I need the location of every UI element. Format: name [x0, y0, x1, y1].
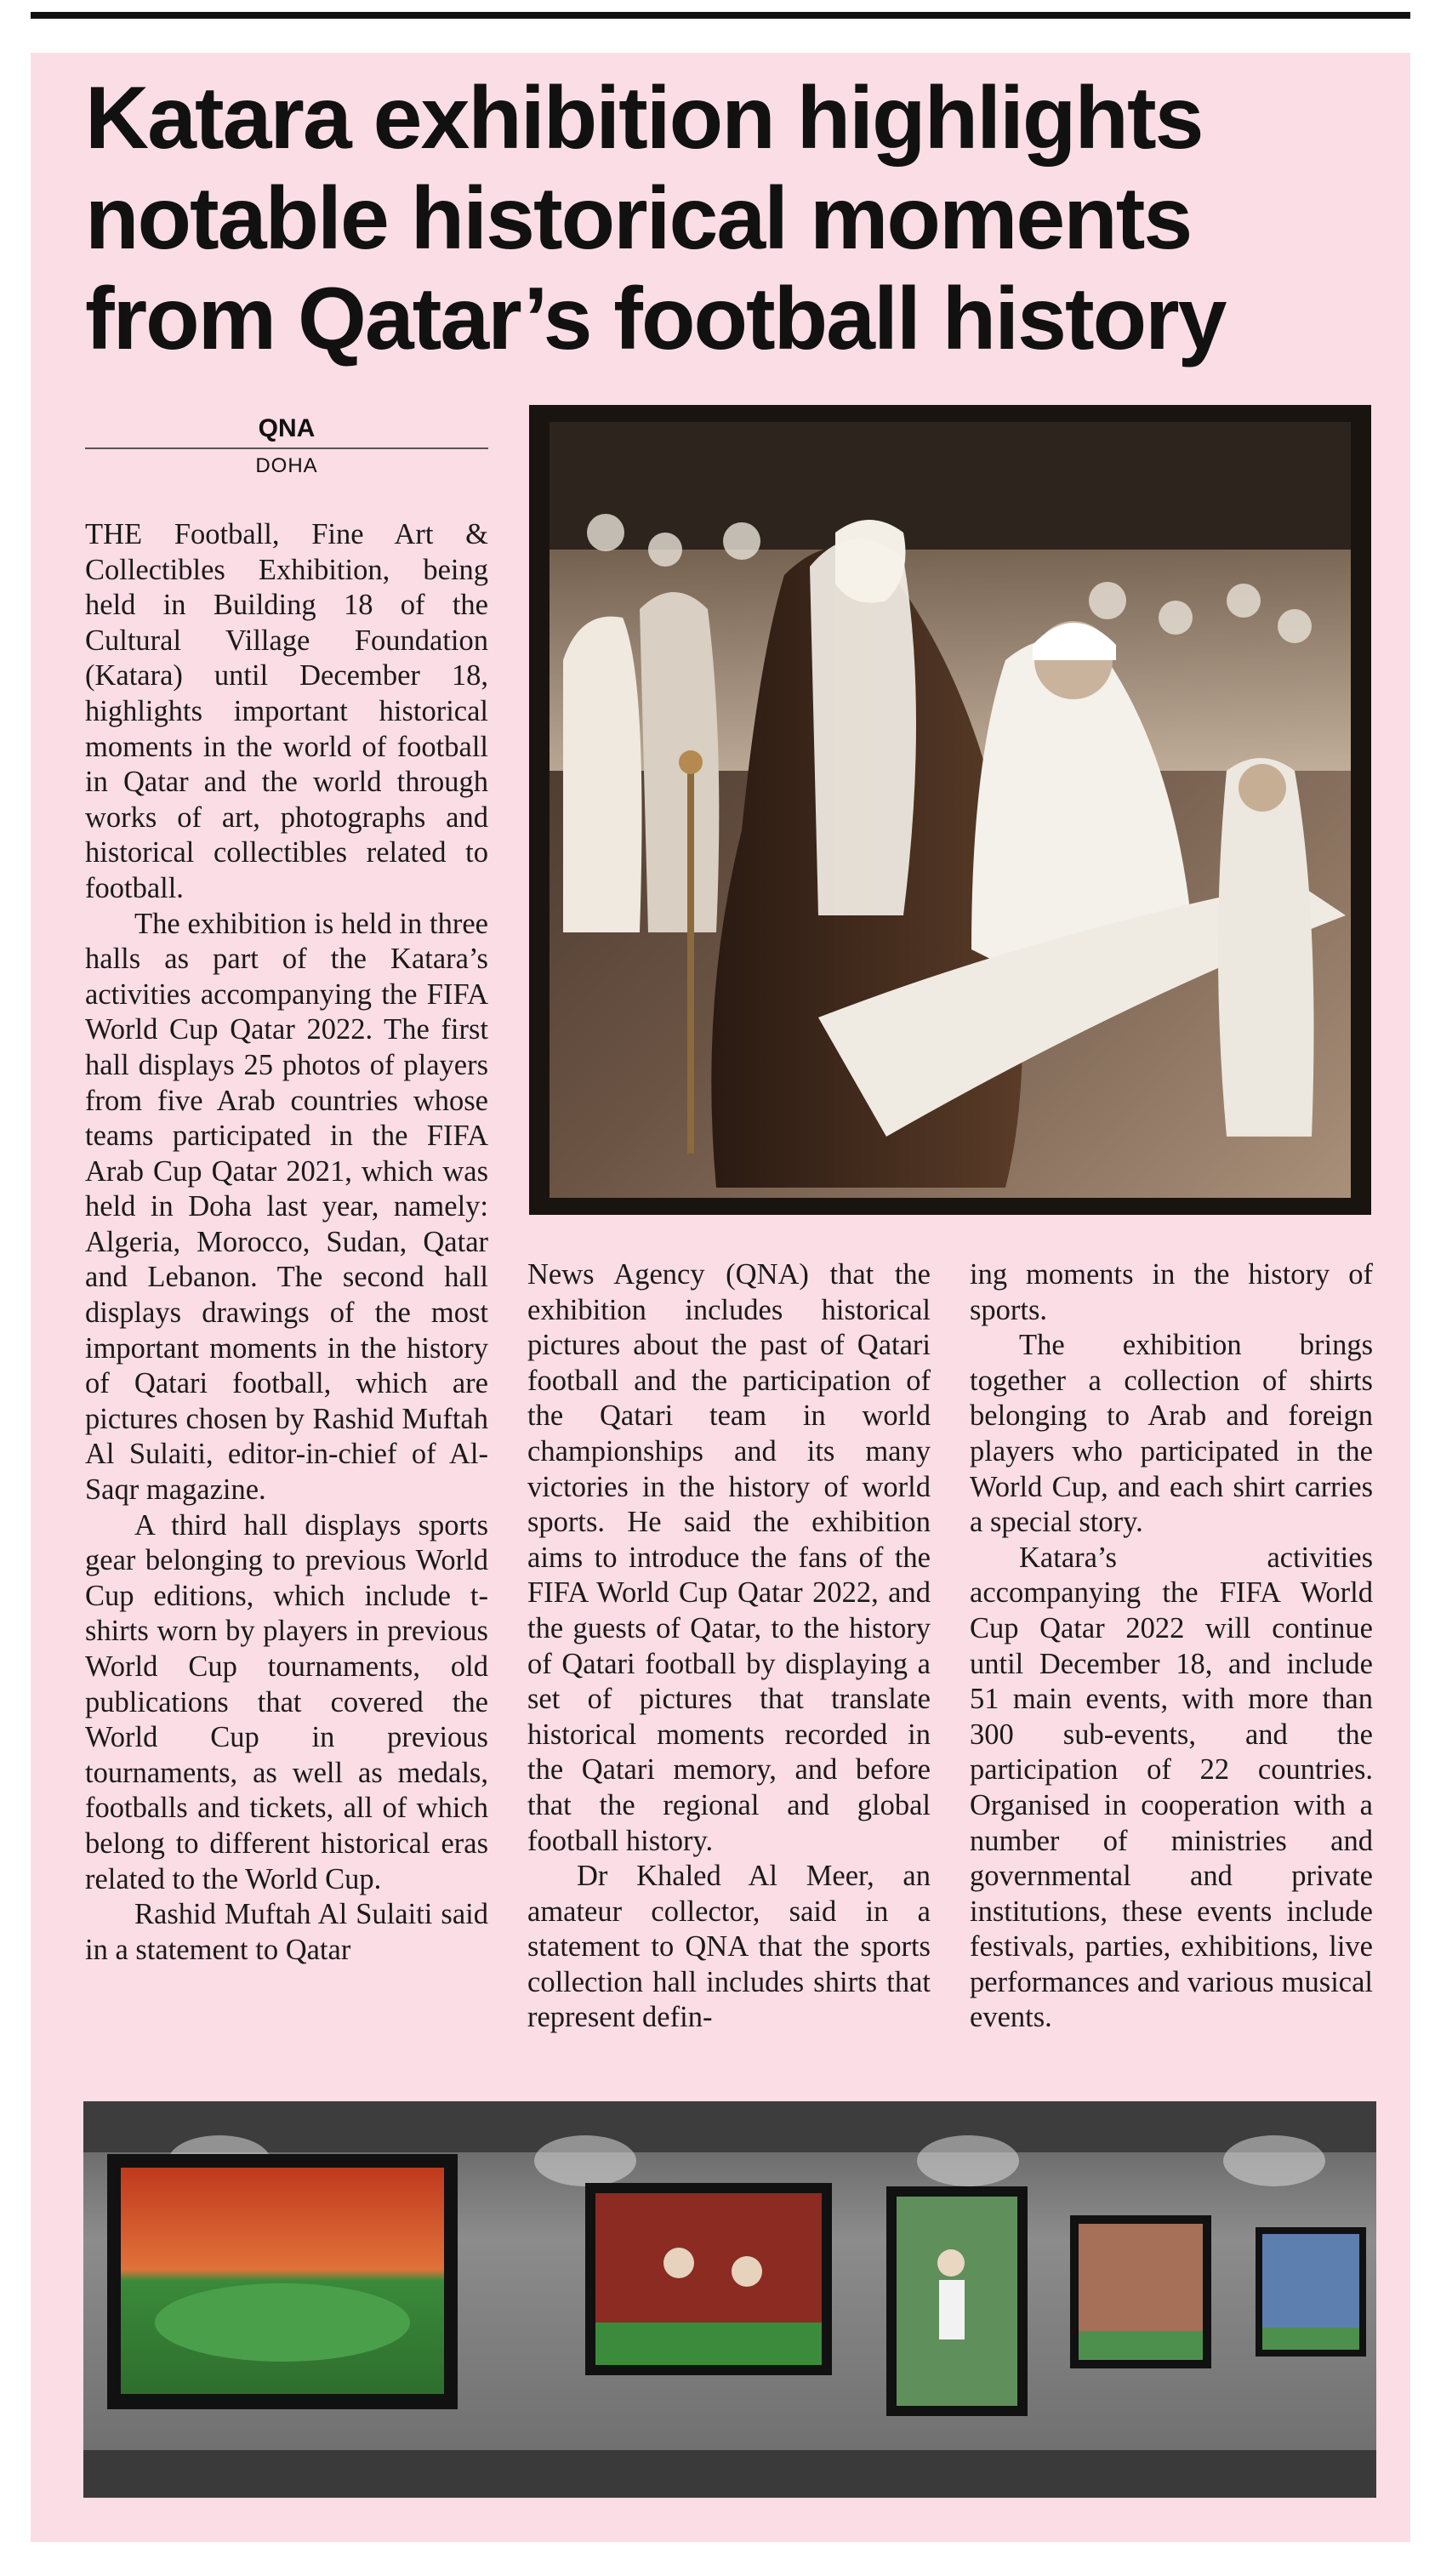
article-paragraph: The exhibition brings together a collection of shirts belonging to Arab and foreign players who participated in the World Cup, and each shirt carries a special story.: [970, 1329, 1373, 1539]
article-paragraph: Dr Khaled Al Meer, an amateur collector, said in a statement to QNA that the sports collection hall includes shirts that represent defin-: [527, 1860, 931, 2034]
top-rule: [31, 12, 1410, 19]
headline-line: Katara exhibition highlights: [85, 69, 1203, 168]
article-paragraph: A third hall displays sports gear belonging to previous World Cup editions, which include t-shirts worn by players in previous World Cup tournaments, old publications that covered the World Cup in previous tournaments, as well as medals, footballs and tickets, all of which belong to different historical eras related to the World Cup.: [85, 1508, 488, 1895]
headline-line: notable historical moments: [85, 169, 1192, 268]
byline-dateline: DOHA: [255, 454, 318, 477]
headline: [85, 68, 1395, 369]
article-column-2: [527, 1257, 931, 2036]
ceremony-photo: [529, 405, 1371, 1215]
article-paragraph: Rashid Muftah Al Sulaiti said in a statement to Qatar: [85, 1898, 488, 1966]
article-paragraph: News Agency (QNA) that the exhibition includes historical pictures about the past of Qatari football and the participation of the Qatari team in world championships and its many victories in the history of world sports. He said the exhibition aims to introduce the fans of the FIFA World Cup Qatar 2022, and the guests of Qatar, to the history of Qatari football by displaying a set of pictures that translate historical moments recorded in the Qatari memory, and before that the regional and global football history.: [527, 1258, 931, 1857]
article-column-3: [970, 1257, 1373, 2036]
article-paragraph: The exhibition is held in three halls as part of the Katara’s activities accompanying the FIFA World Cup Qatar 2022. The first hall displays 25 photos of players from five Arab countries whose teams participated in the FIFA Arab Cup Qatar 2021, which was held in Doha last year, namely: Algeria, Morocco, Sudan, Qatar and Lebanon. The second hall displays drawings of the most important moments in the history of Qatari football, which are pictures chosen by Rashid Muftah Al Sulaiti, editor-in-chief of Al-Saqr magazine.: [85, 907, 488, 1507]
byline: [85, 413, 488, 478]
article-paragraph: THE Football, Fine Art & Collectibles Exhibition, being held in Building 18 of the Cultural Village Foundation (Katara) until December 18, highlights important historical moments in the world of football in Qatar and the world through works of art, photographs and historical collectibles related to football.: [85, 518, 488, 904]
article-paragraph: Katara’s activities accompanying the FIFA World Cup Qatar 2022 will continue until December 18, and include 51 main events, with more than 300 sub-events, and the participation of 22 countries. Organised in cooperation with a number of ministries and governmental and private institutions, these events include festivals, parties, exhibitions, live performances and various musical events.: [970, 1541, 1373, 2034]
article-column-1: [85, 517, 488, 1968]
byline-agency: QNA: [258, 414, 316, 442]
gallery-wall-illustration: [83, 2101, 1376, 2498]
ceremony-photo-illustration: [529, 405, 1371, 1215]
byline-divider: [85, 447, 488, 449]
headline-line: from Qatar’s football history: [85, 270, 1226, 368]
gallery-wall-photo: [83, 2101, 1376, 2498]
article-paragraph: ing moments in the history of sports.: [970, 1258, 1373, 1326]
